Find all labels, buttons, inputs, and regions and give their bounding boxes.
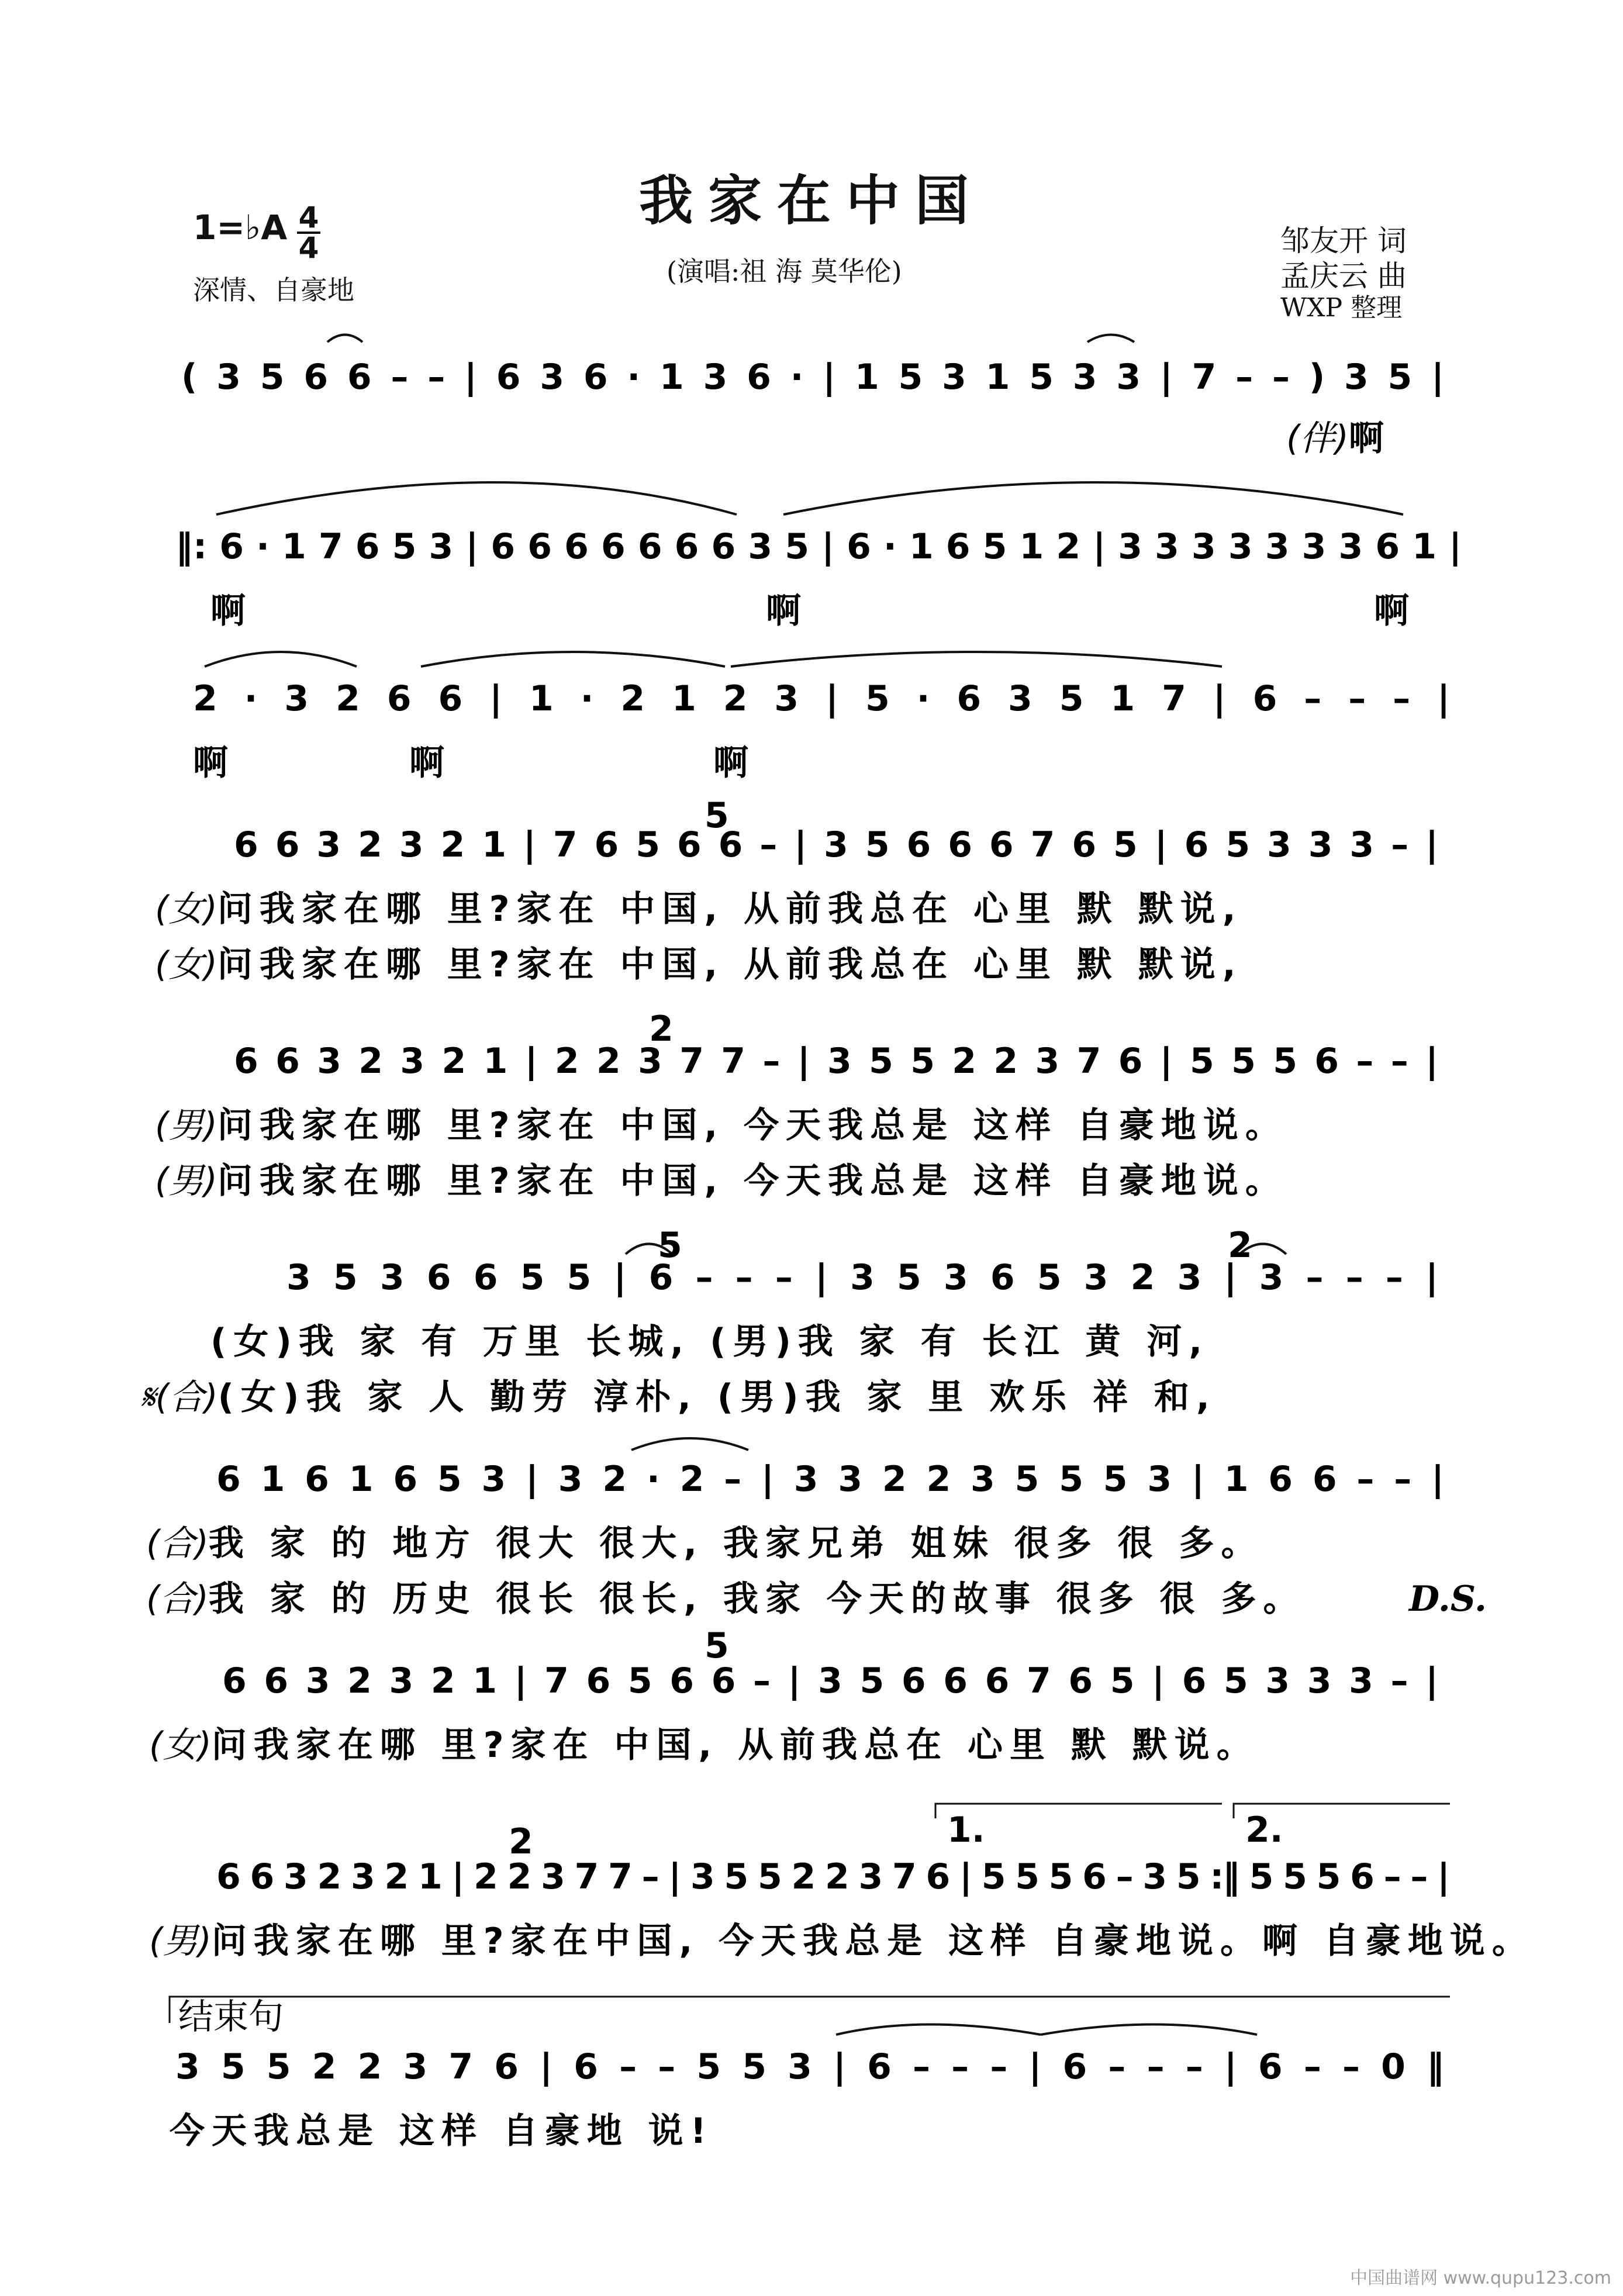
grace-note: 2 xyxy=(649,1009,674,1049)
time-signature-numerator: 4 xyxy=(298,201,319,234)
verse-2-female-line: (女)问我家在哪 里?家在 中国, 从前我总在 心里 默 默说, xyxy=(155,944,1243,985)
phrase-slur xyxy=(783,482,1403,515)
ah-lyric-3: 啊 xyxy=(1374,591,1416,631)
score-row-coda: 3 5 5 2 2 3 7 6 | 6 – – 5 5 3 | 6 – – – | 6 – – – | 6 – – 0 ‖ xyxy=(175,2046,1444,2087)
coda-lyric: 今天我总是 这样 自豪地 说! xyxy=(170,2111,714,2152)
score-row-6: 3 5 3 6 6 5 5 | 6 – – – | 3 5 3 6 5 3 2 3 | 3 – – – | xyxy=(286,1257,1438,1298)
time-signature-denominator: 4 xyxy=(298,231,319,265)
performers: (演唱:祖 海 莫华伦) xyxy=(667,256,902,287)
chorus-line-2: 𝄋(合)(女)我 家 人 勤劳 淳朴, (男)我 家 里 欢乐 祥 和, xyxy=(140,1377,1217,1418)
phrase-slur xyxy=(421,652,725,667)
phrase-slur xyxy=(216,482,737,515)
song-title: 我家在中国 xyxy=(638,169,984,232)
grace-note: 5 xyxy=(658,1225,682,1266)
arranger-credit: WXP 整理 xyxy=(1280,293,1403,323)
score-row-5: 6 6 3 2 3 2 1 | 2 2 3 7 7 – | 3 5 5 2 2 3 7 6 | 5 5 5 6 – – | xyxy=(234,1041,1438,1082)
phrase-slur xyxy=(205,652,357,667)
phrase-slur xyxy=(731,652,1222,667)
score-row-8: 6 6 3 2 3 2 1 | 7 6 5 6 6 – | 3 5 6 6 6 7 6 5 | 6 5 3 3 3 – | xyxy=(222,1660,1438,1701)
tutti-line-2: (合)我 家 的 历史 很长 很长, 我家 今天的故事 很多 很 多。 xyxy=(146,1579,1306,1620)
ah-lyric-5: 啊 xyxy=(409,743,451,783)
key-signature: 1=♭A xyxy=(193,208,288,247)
score-row-7: 6 1 6 1 6 5 3 | 3 2 · 2 – | 3 3 2 2 3 5 5 5 3 | 1 6 6 – – | xyxy=(216,1459,1444,1500)
dal-segno-mark: D.S. xyxy=(1409,1579,1487,1620)
intro-lyric-role: (伴)啊 xyxy=(1286,418,1391,459)
chorus-line-1: (女)我 家 有 万里 长城, (男)我 家 有 长江 黄 河, xyxy=(210,1321,1210,1362)
volta-2-label: 2. xyxy=(1245,1810,1283,1850)
ah-lyric-1: 啊 xyxy=(210,591,253,631)
site-watermark: 中国曲谱网 www.qupu123.com xyxy=(1350,2268,1611,2288)
grace-note: 2 xyxy=(509,1821,533,1862)
coda-bracket xyxy=(170,1997,1450,2023)
volta-1-label: 1. xyxy=(947,1810,985,1850)
verse-1-male-line: (男)问我家在哪 里?家在 中国, 今天我总是 这样 自豪地说。 xyxy=(155,1105,1287,1146)
tie-arc xyxy=(836,2025,1041,2035)
score-row-2: ‖: 6 · 1 7 6 5 3 | 6 6 6 6 6 6 6 3 5 | 6 · 1 6 5 1 2 | 3 3 3 3 3 3 3 6 1 | xyxy=(175,526,1462,567)
final-female-line: (女)问我家在哪 里?家在 中国, 从前我总在 心里 默 默说。 xyxy=(149,1725,1259,1766)
verse-2-male-line: (男)问我家在哪 里?家在 中国, 今天我总是 这样 自豪地说。 xyxy=(155,1161,1287,1201)
verse-1-female-line: (女)问我家在哪 里?家在 中国, 从前我总在 心里 默 默说, xyxy=(155,889,1243,930)
ah-lyric-6: 啊 xyxy=(713,743,755,783)
score-row-1: ( 3 5 6 6 – – | 6 3 6 · 1 3 6 · | 1 5 3 1 5 3 3 | 7 – – ) 3 5 | xyxy=(181,357,1445,398)
grace-note: 2 xyxy=(1228,1225,1252,1266)
ah-lyric-4: 啊 xyxy=(193,743,235,783)
ah-lyric-2: 啊 xyxy=(766,591,808,631)
final-male-line: (男)问我家在哪 里?家在中国, 今天我总是 这样 自豪地说。啊 自豪地说。 xyxy=(149,1921,1534,1962)
grace-note: 5 xyxy=(705,1625,729,1666)
composer-credit: 孟庆云 曲 xyxy=(1280,259,1407,293)
tie-arc xyxy=(631,1438,748,1450)
score-row-3: 2 · 3 2 6 6 | 1 · 2 1 2 3 | 5 · 6 3 5 1 7 | 6 – – – | xyxy=(193,678,1450,719)
tie-arc xyxy=(1087,335,1134,343)
segno-mark: 𝄋(合) xyxy=(140,1377,218,1418)
tie-arc xyxy=(1041,2025,1257,2035)
score-row-4: 6 6 3 2 3 2 1 | 7 6 5 6 6 – | 3 5 6 6 6 7 6 5 | 6 5 3 3 3 – | xyxy=(234,824,1438,865)
lyricist-credit: 邹友开 词 xyxy=(1280,224,1407,258)
expression-marking: 深情、自豪地 xyxy=(193,274,354,306)
grace-note: 5 xyxy=(705,795,729,836)
tie-arc xyxy=(327,335,362,343)
score-row-9: 6 6 3 2 3 2 1 | 2 2 3 7 7 – | 3 5 5 2 2 3 7 6 | 5 5 5 6 – 3 5 :‖ 5 5 5 6 – – | xyxy=(216,1856,1450,1897)
tutti-line-1: (合)我 家 的 地方 很大 很大, 我家兄弟 姐妹 很多 很 多。 xyxy=(146,1523,1263,1564)
coda-label: 结束句 xyxy=(178,1997,284,2038)
